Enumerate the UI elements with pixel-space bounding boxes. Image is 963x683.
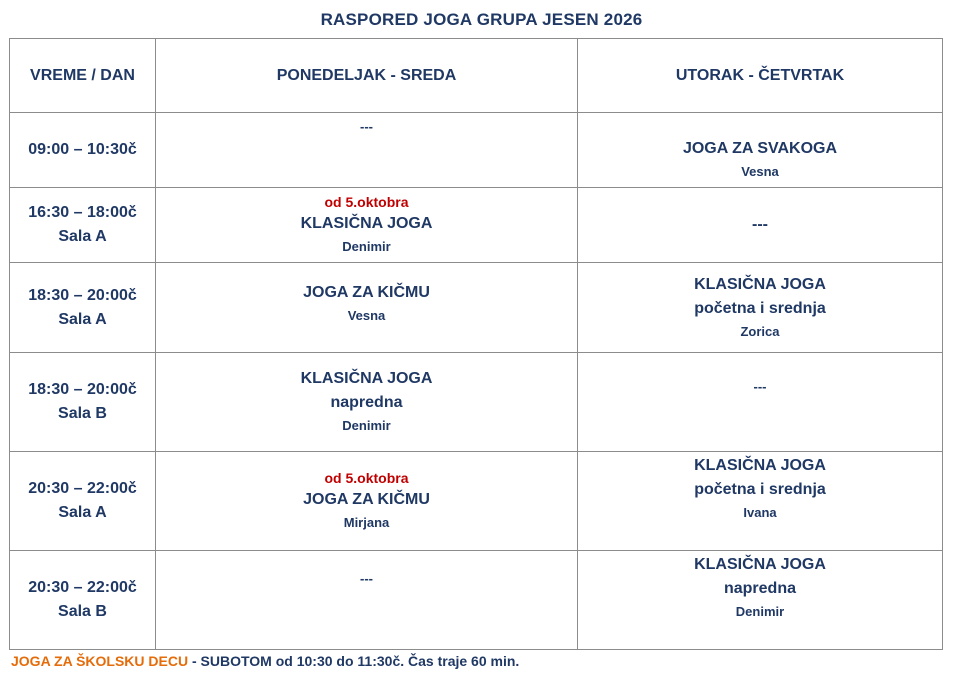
class-cell — [578, 452, 943, 551]
table-row — [10, 188, 943, 263]
time-range: 16:30 – 18:00č — [28, 204, 137, 221]
start-date-note: od 5.oktobra — [324, 194, 409, 210]
time-range: 09:00 – 10:30č — [28, 141, 137, 158]
room-label: Sala B — [58, 603, 107, 620]
time-range: 18:30 – 20:00č — [28, 286, 137, 304]
room-label: Sala A — [58, 228, 107, 245]
room-label: Sala B — [58, 405, 107, 422]
footer-text: - SUBOTOM od 10:30 do 11:30č. Čas traje 60 min. — [188, 653, 520, 669]
table-row — [10, 452, 943, 551]
time-cell — [10, 452, 156, 551]
time-cell — [10, 188, 156, 263]
time-cell — [10, 353, 156, 452]
class-level: početna i srednja — [694, 481, 826, 498]
class-level: napredna — [330, 394, 403, 411]
class-title: JOGA ZA SVAKOGA — [682, 140, 838, 157]
empty-slot: --- — [360, 119, 373, 134]
class-cell — [156, 263, 578, 353]
class-level: početna i srednja — [694, 299, 826, 317]
time-range: 20:30 – 22:00č — [28, 480, 137, 497]
class-level: napredna — [723, 580, 796, 597]
class-cell — [578, 263, 943, 353]
time-range: 18:30 – 20:00č — [28, 381, 137, 398]
class-cell — [156, 188, 578, 263]
empty-slot: --- — [360, 571, 373, 586]
time-cell — [10, 113, 156, 188]
time-cell — [10, 263, 156, 353]
class-title: JOGA ZA KIČMU — [303, 284, 430, 301]
empty-slot: --- — [753, 379, 767, 394]
empty-slot: --- — [752, 216, 768, 233]
footer-note — [11, 653, 519, 669]
class-cell — [578, 188, 943, 263]
class-cell — [156, 452, 578, 551]
header-monday-wednesday: PONEDELJAK - SREDA — [156, 39, 578, 113]
header-row — [10, 39, 943, 113]
room-label: Sala A — [58, 504, 107, 521]
page-title: RASPORED JOGA GRUPA JESEN 2026 — [320, 10, 643, 29]
class-cell — [156, 113, 578, 188]
instructor-name: Denimir — [342, 418, 391, 433]
instructor-name: Vesna — [741, 164, 779, 179]
instructor-name: Vesna — [347, 308, 386, 323]
table-row — [10, 353, 943, 452]
table-row — [10, 113, 943, 188]
instructor-name: Ivana — [743, 505, 777, 520]
table-row — [10, 263, 943, 353]
class-cell — [156, 353, 578, 452]
time-range: 20:30 – 22:00č — [28, 579, 137, 596]
start-date-note: od 5.oktobra — [324, 470, 409, 486]
class-title: KLASIČNA JOGA — [694, 275, 826, 293]
class-title: KLASIČNA JOGA — [694, 457, 826, 474]
time-cell — [10, 551, 156, 650]
table-row — [10, 551, 943, 650]
instructor-name: Denimir — [342, 239, 391, 254]
schedule-table — [9, 38, 943, 650]
class-cell — [156, 551, 578, 650]
class-title: KLASIČNA JOGA — [694, 556, 826, 573]
class-cell — [578, 551, 943, 650]
instructor-name: Denimir — [735, 604, 785, 619]
footer-highlight: JOGA ZA ŠKOLSKU DECU — [11, 653, 189, 669]
class-cell — [578, 113, 943, 188]
class-title: JOGA ZA KIČMU — [303, 491, 430, 508]
header-tuesday-thursday: UTORAK - ČETVRTAK — [578, 39, 943, 113]
class-cell — [578, 353, 943, 452]
room-label: Sala A — [58, 310, 107, 328]
instructor-name: Mirjana — [343, 515, 390, 530]
instructor-name: Zorica — [740, 323, 780, 339]
header-time-day: VREME / DAN — [10, 39, 156, 113]
class-title: KLASIČNA JOGA — [300, 370, 433, 387]
class-title: KLASIČNA JOGA — [300, 215, 433, 232]
